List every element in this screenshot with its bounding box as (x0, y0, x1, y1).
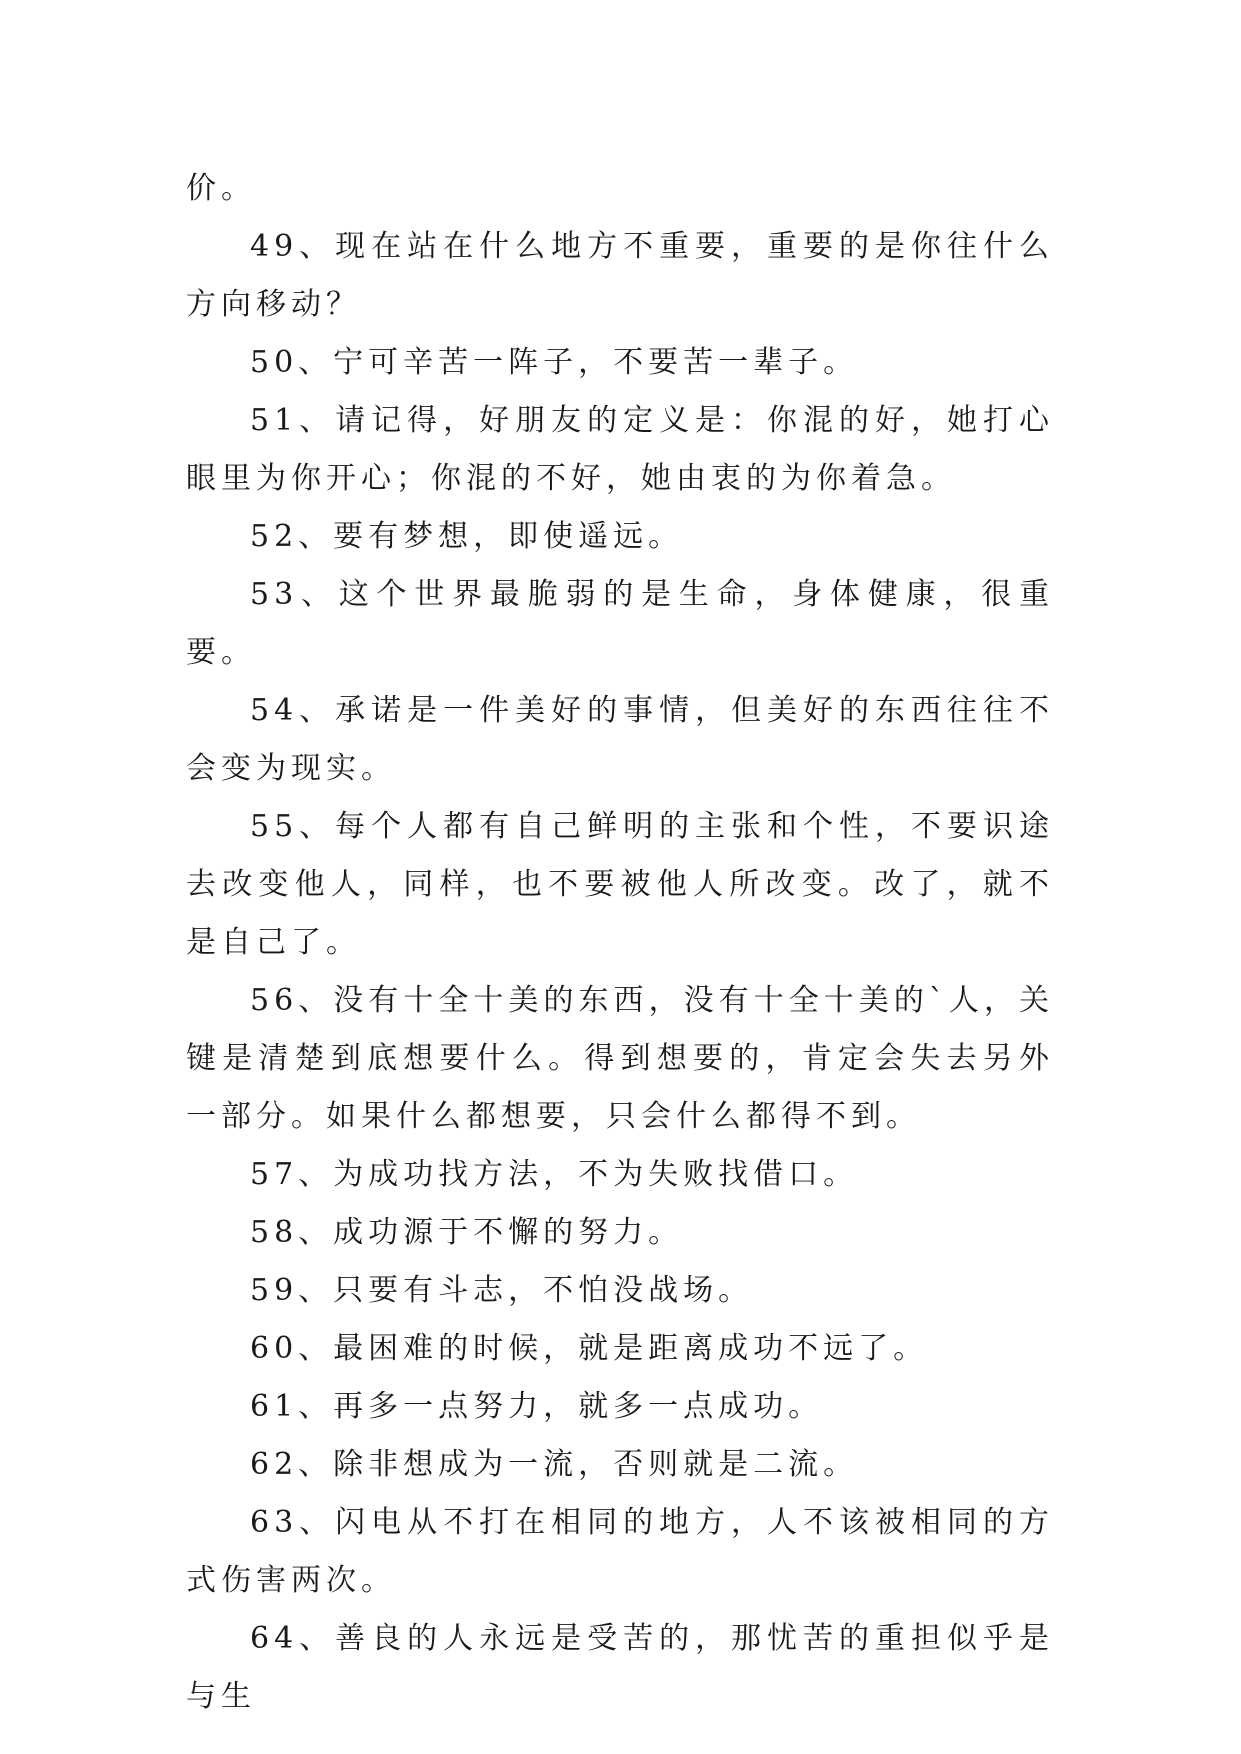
document-body (186, 160, 1054, 1726)
paragraph: 58、成功源于不懈的努力。 (250, 1215, 684, 1250)
paragraph: 57、为成功找方法，不为失败找借口。 (250, 1157, 859, 1192)
paragraph: 56、没有十全十美的东西，没有十全十美的`人，关键是清楚到底想要什么。得到想要的，肯定会失去另外一部分。如果什么都想要，只会什么都得不到。 (186, 983, 1054, 1134)
paragraph: 55、每个人都有自己鲜明的主张和个性，不要识途去改变他人，同样，也不要被他人所改变。改了，就不是自己了。 (186, 809, 1054, 960)
paragraph: 60、最困难的时候，就是距离成功不远了。 (250, 1331, 929, 1366)
paragraph: 52、要有梦想，即使遥远。 (250, 519, 684, 554)
paragraph: 49、现在站在什么地方不重要，重要的是你往什么方向移动？ (186, 229, 1054, 322)
paragraph: 64、善良的人永远是受苦的，那忧苦的重担似乎是与生 (186, 1621, 1054, 1714)
paragraph: 53、这个世界最脆弱的是生命，身体健康，很重要。 (186, 577, 1054, 670)
paragraph: 54、承诺是一件美好的事情，但美好的东西往往不会变为现实。 (186, 693, 1054, 786)
paragraph: 59、只要有斗志，不怕没战场。 (250, 1273, 754, 1308)
paragraph: 51、请记得，好朋友的定义是：你混的好，她打心眼里为你开心；你混的不好，她由衷的为你着急。 (186, 403, 1054, 496)
paragraph: 62、除非想成为一流，否则就是二流。 (250, 1447, 859, 1482)
paragraph: 61、再多一点努力，就多一点成功。 (250, 1389, 824, 1424)
paragraph: 50、宁可辛苦一阵子，不要苦一辈子。 (250, 345, 859, 380)
paragraph: 63、闪电从不打在相同的地方，人不该被相同的方式伤害两次。 (186, 1505, 1054, 1598)
paragraph: 价。 (186, 171, 256, 206)
